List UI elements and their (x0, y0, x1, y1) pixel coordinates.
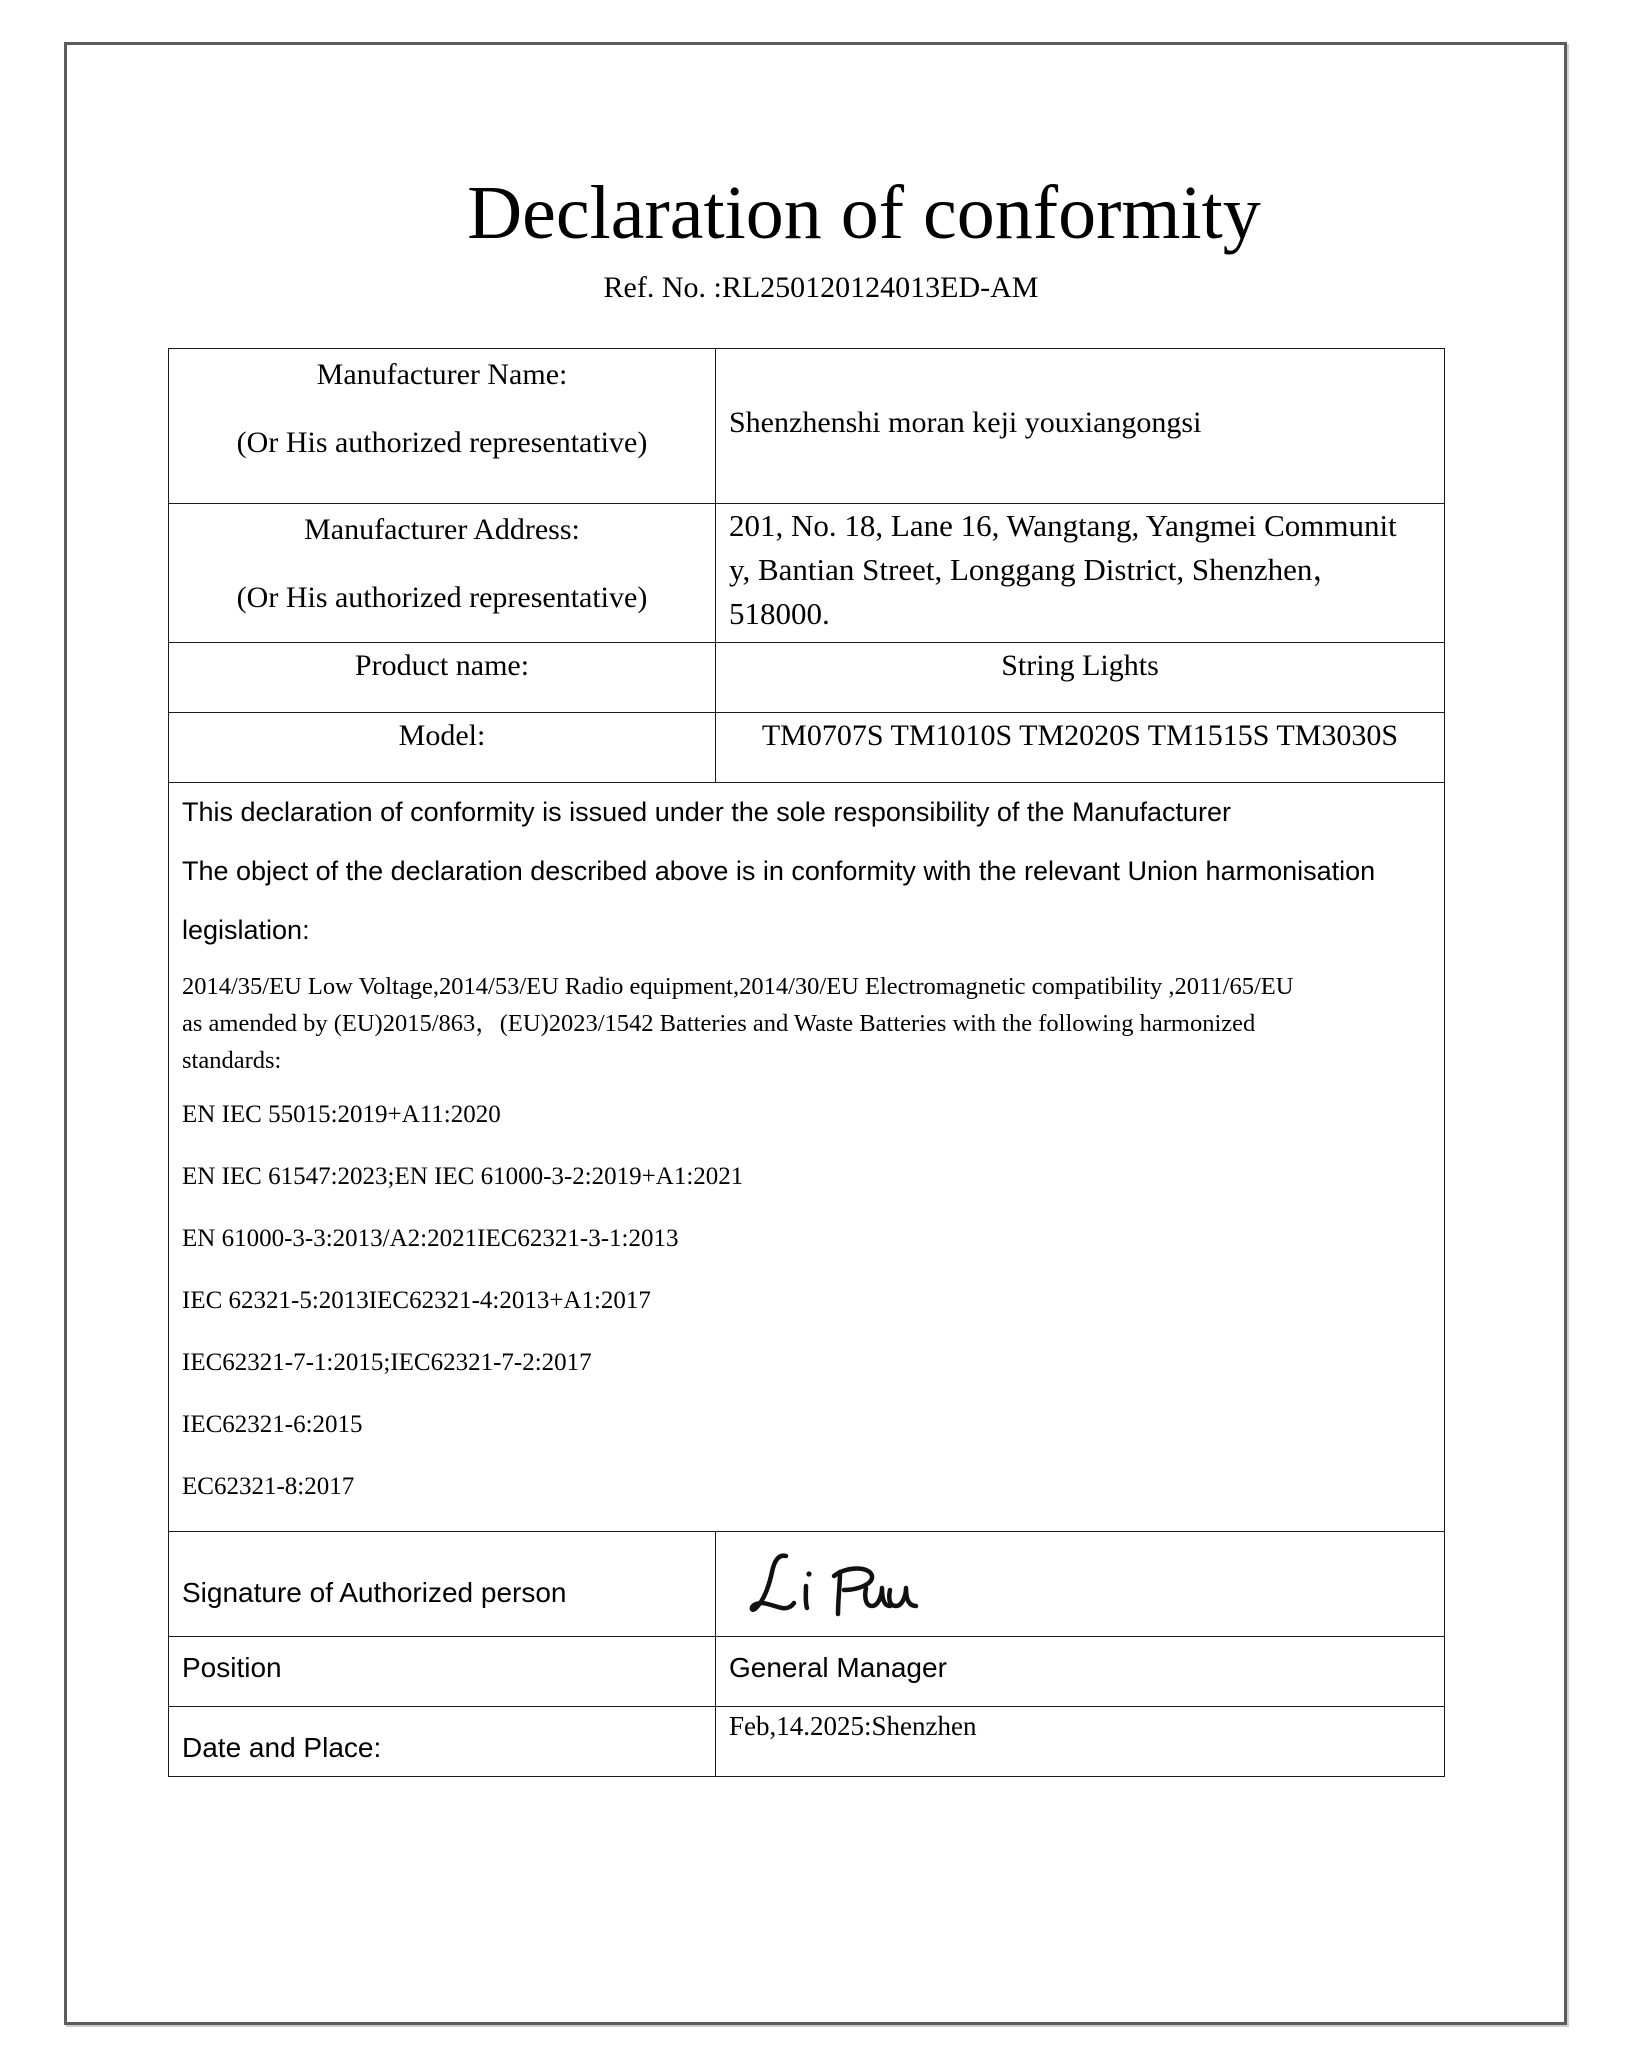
signature-cell (716, 1532, 1445, 1637)
directives-line: 2014/35/EU Low Voltage,2014/53/EU Radio equipment,2014/30/EU Electromagnetic compatibility ,2011/65/EU (182, 973, 1294, 1000)
manufacturer-name-sublabel: (Or His authorized representative) (236, 426, 648, 459)
product-value: String Lights (716, 643, 1445, 713)
manufacturer-address-sublabel: (Or His authorized representative) (236, 581, 648, 614)
declaration-table (168, 348, 1445, 1777)
directives-line: as amended by (EU)2015/863，(EU)2023/1542 Batteries and Waste Batteries with the following harmonized (182, 1010, 1256, 1037)
manufacturer-name-label: Manufacturer Name: (316, 358, 568, 391)
declaration-row (169, 783, 1445, 1532)
handwritten-signature (748, 1548, 938, 1620)
address-line: 201, No. 18, Lane 16, Wangtang, Yangmei Communit (729, 508, 1397, 543)
date-place-label: Date and Place: (169, 1707, 716, 1777)
model-value: TM0707S TM1010S TM2020S TM1515S TM3030S (716, 713, 1445, 783)
address-line: 518000. (729, 596, 830, 631)
address-line: y, Bantian Street, Longgang District, Shenzhen， (729, 552, 1344, 587)
manufacturer-address-row (169, 504, 1445, 643)
declaration-cell (169, 783, 1445, 1532)
directives-line: standards: (182, 1047, 282, 1074)
date-place-row (169, 1707, 1445, 1777)
signature-row (169, 1532, 1445, 1637)
position-row (169, 1637, 1445, 1707)
model-row (169, 713, 1445, 783)
manufacturer-address-value (716, 504, 1445, 643)
standard-item: EN IEC 61547:2023;EN IEC 61000-3-2:2019+A1:2021 (182, 1163, 744, 1190)
declaration-line: The object of the declaration described above is in conformity with the relevant Union harmonisation (182, 856, 1376, 886)
manufacturer-address-label-cell (169, 504, 716, 643)
date-place-value: Feb,14.2025:Shenzhen (716, 1707, 1445, 1777)
product-row (169, 643, 1445, 713)
declaration-line: This declaration of conformity is issued under the sole responsibility of the Manufacturer (182, 797, 1232, 827)
reference-number: Ref. No. :RL250120124013ED-AM (603, 271, 1039, 304)
manufacturer-name-value: Shenzhenshi moran keji youxiangongsi (716, 349, 1445, 504)
model-label: Model: (169, 713, 716, 783)
directives-text (182, 968, 1432, 1079)
manufacturer-name-row (169, 349, 1445, 504)
signature-label: Signature of Authorized person (169, 1532, 716, 1637)
document-title: Declaration of conformity (467, 171, 1261, 255)
standard-item: IEC62321-6:2015 (182, 1411, 363, 1438)
standard-item: IEC 62321-5:2013IEC62321-4:2013+A1:2017 (182, 1287, 651, 1314)
standard-item: IEC62321-7-1:2015;IEC62321-7-2:2017 (182, 1349, 592, 1376)
position-value: General Manager (716, 1637, 1445, 1707)
standard-item: EN 61000-3-3:2013/A2:2021IEC62321-3-1:2013 (182, 1225, 679, 1252)
manufacturer-address-label: Manufacturer Address: (304, 513, 580, 546)
standard-item: EN IEC 55015:2019+A11:2020 (182, 1101, 501, 1128)
manufacturer-name-label-cell (169, 349, 716, 504)
standard-item: EC62321-8:2017 (182, 1473, 355, 1500)
product-label: Product name: (169, 643, 716, 713)
declaration-line: legislation: (182, 915, 310, 945)
position-label: Position (169, 1637, 716, 1707)
